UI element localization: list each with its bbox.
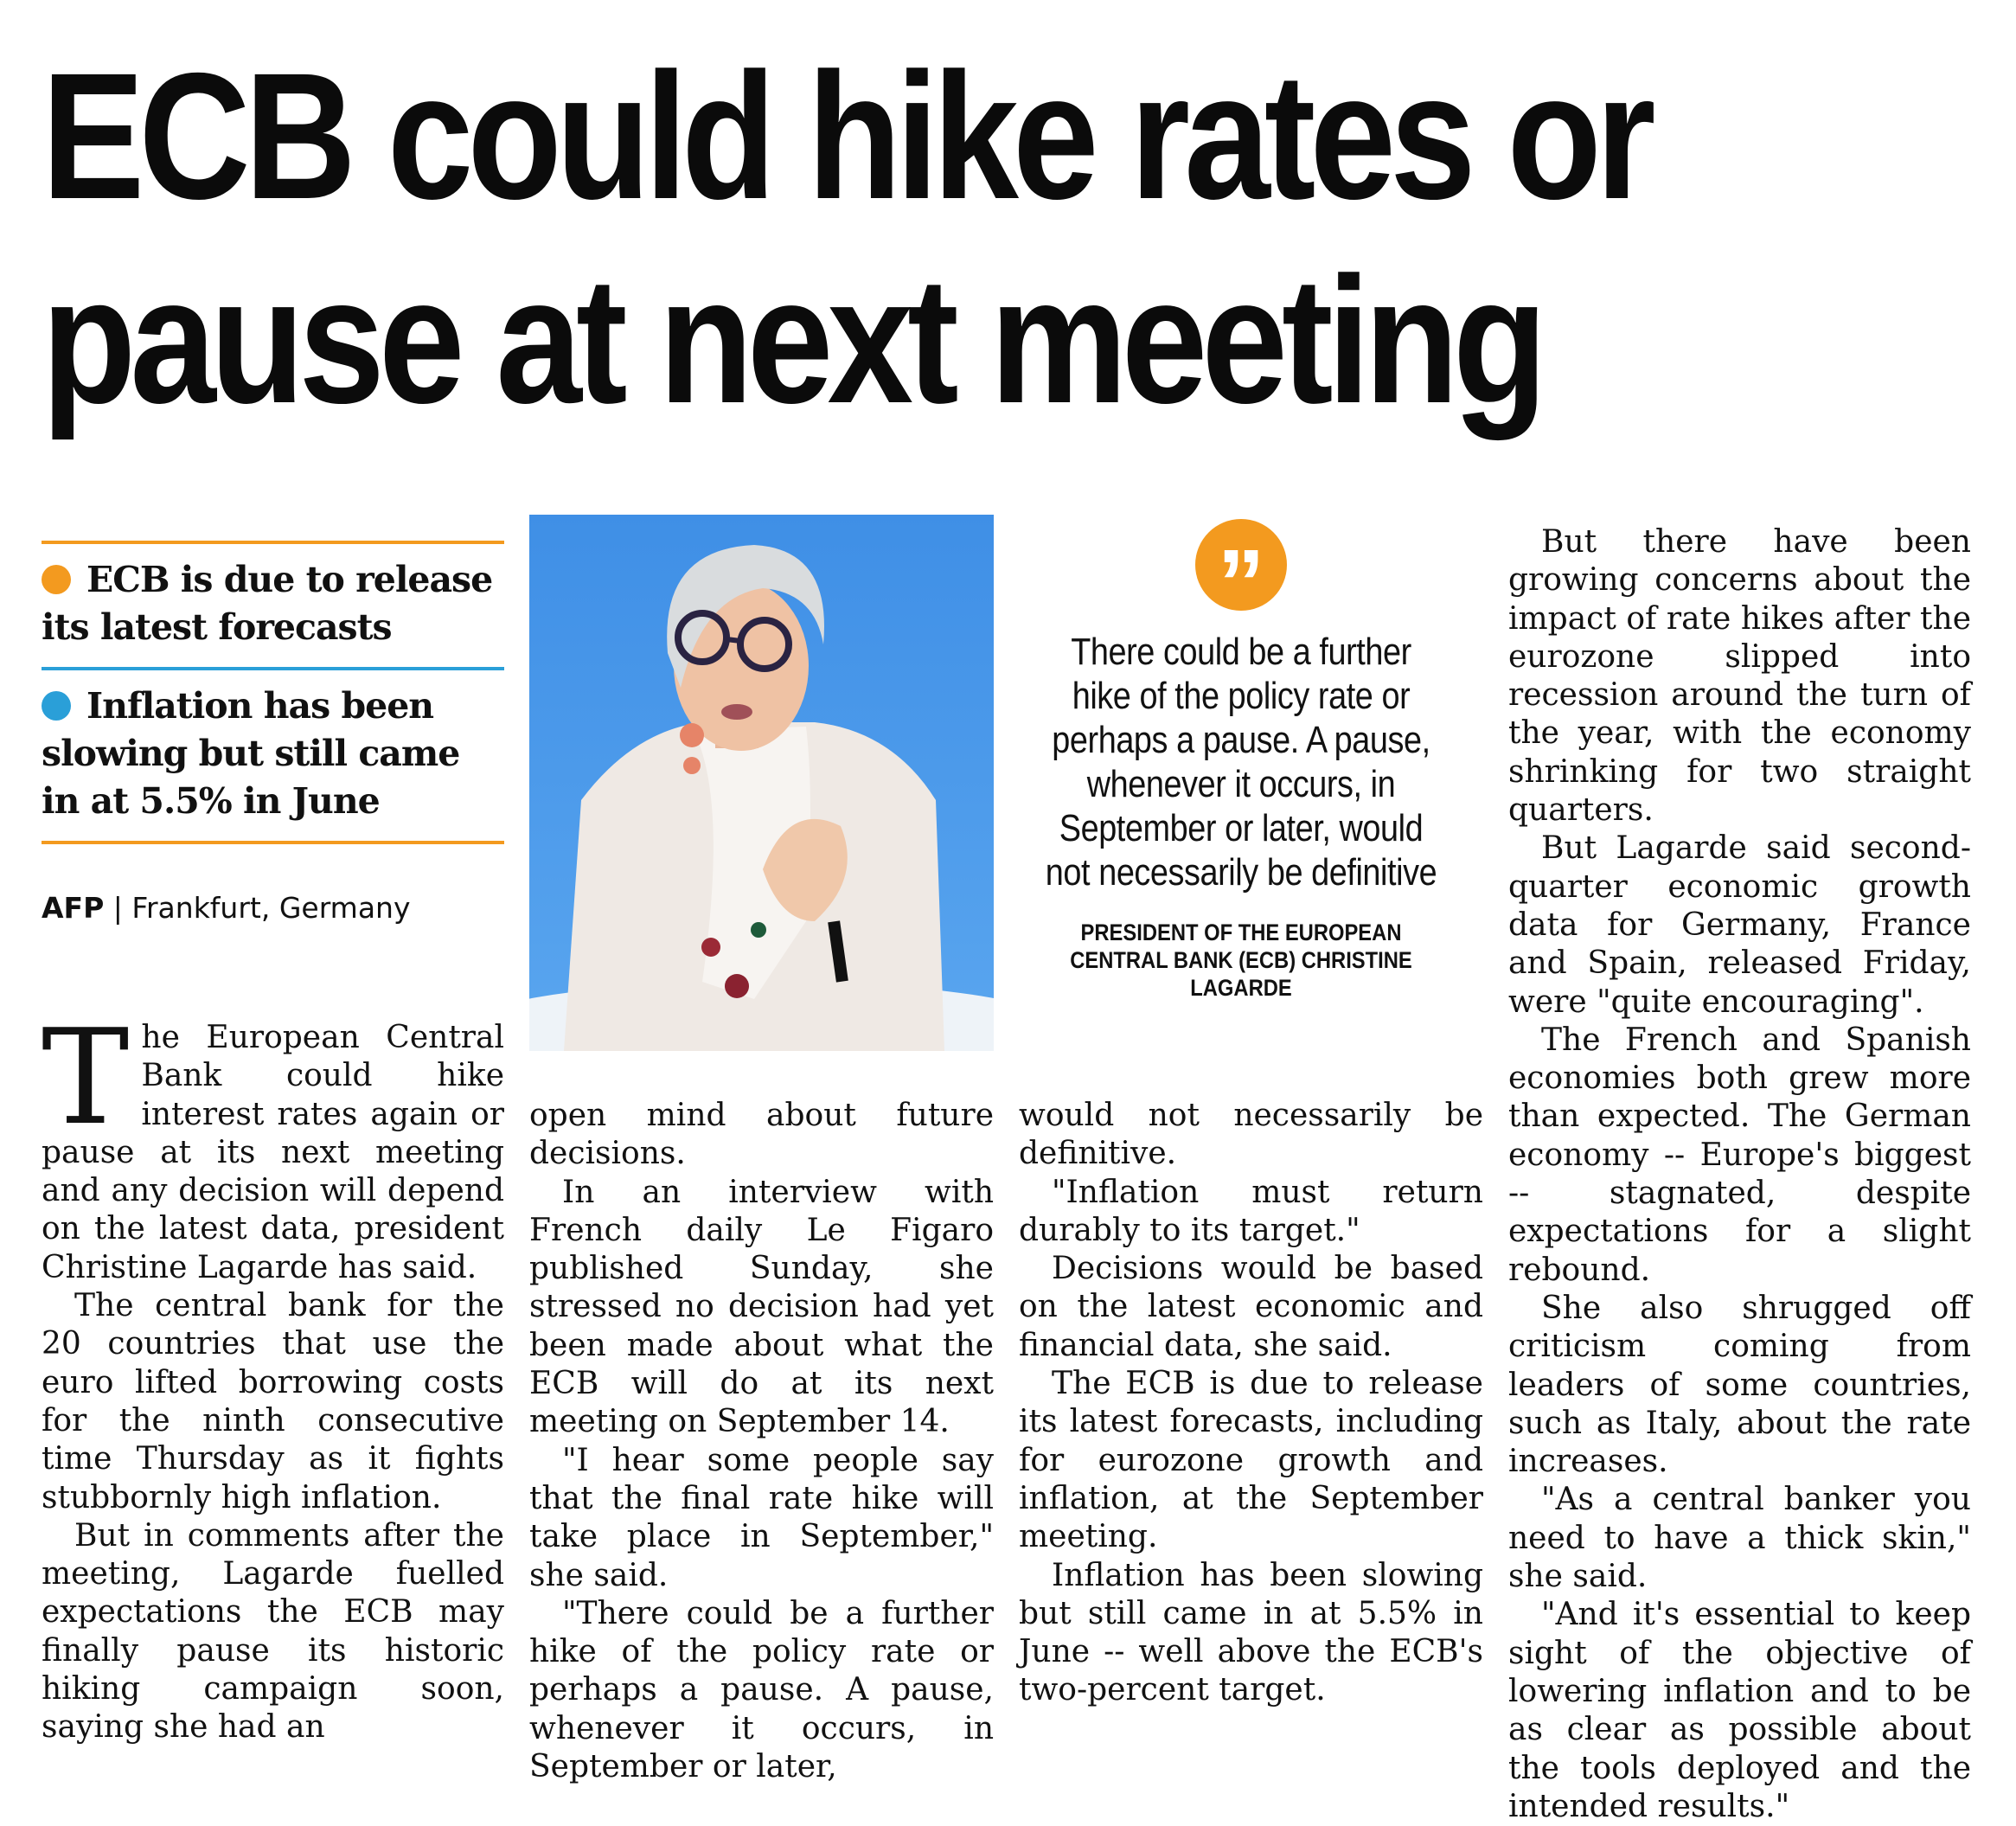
highlight-item (42, 544, 504, 667)
paragraph: But there have been growing concerns about the impact of rate hikes after the eurozone slipped into recession around the turn of the year, with the economy shrinking for two straight quarters. (1508, 524, 1971, 829)
paragraph: "As a central banker you need to have a thick skin," she said. (1508, 1482, 1971, 1595)
paragraph: "And it's essential to keep sight of the objective of lowering inflation and to be as clear as possible about the tools deployed and the intended results." (1508, 1597, 1971, 1824)
article-column-2 (529, 1097, 994, 1786)
article-column-1 (42, 1001, 504, 1747)
headline (42, 35, 1707, 443)
article-column-4 (1508, 523, 1971, 1826)
paragraph: But Lagarde said second-quarter economic growth data for Germany, France and Spain, released Friday, were "quite encouraging". (1508, 830, 1971, 1020)
orange-rule (42, 841, 504, 844)
paragraph: "I hear some people say that the final rate hike will take place in September," she said. (529, 1442, 994, 1593)
article-column-3 (1019, 1097, 1483, 1710)
paragraph: But in comments after the meeting, Lagarde fuelled expectations the ECB may finally pause its historic hiking campaign soon, saying she had an (42, 1517, 504, 1746)
paragraph: Inflation has been slowing but still came in at 5.5% in June -- well above the ECB's two-percent target. (1019, 1557, 1483, 1708)
dateline-place: Frankfurt, Germany (131, 891, 411, 925)
dateline (42, 891, 411, 925)
paragraph: She also shrugged off criticism coming from leaders of some countries, such as Italy, about the rate increases. (1508, 1290, 1971, 1480)
paragraph: The French and Spanish economies both grew more than expected. The German economy -- Europe's biggest -- stagnated, despite expectations for a slight rebound. (1508, 1022, 1971, 1288)
paragraph: In an interview with French daily Le Figaro published Sunday, she stressed no decision had yet been made about what the ECB will do at its next meeting on September 14. (529, 1174, 994, 1440)
pull-quote (1012, 519, 1470, 1002)
highlight-text: ECB is due to release its latest forecasts (42, 559, 493, 648)
paragraph: "There could be a further hike of the policy rate or perhaps a pause. A pause, whenever it occurs, in September or later, (529, 1595, 994, 1785)
paragraph: he European Central Bank could hike interest rates again or pause at its next meeting and any decision will depend on the latest data, president Christine Lagarde has said. (42, 1020, 504, 1285)
headline-line-1: ECB could hike rates or (42, 36, 1650, 237)
highlight-text: Inflation has been slowing but still came in at 5.5% in June (42, 685, 460, 822)
paragraph: The ECB is due to release its latest forecasts, including for eurozone growth and inflation, at the September meeting. (1019, 1366, 1483, 1555)
paragraph: The central bank for the 20 countries that use the euro lifted borrowing costs for the ninth consecutive time Thursday as it fights stubbornly high inflation. (42, 1288, 504, 1515)
paragraph: "Inflation must return durably to its target." (1019, 1174, 1483, 1248)
highlight-item (42, 670, 504, 841)
quote-mark-icon: ” (1195, 519, 1287, 611)
headline-line-2: pause at next meeting (42, 240, 1542, 441)
blue-bullet-icon (42, 691, 71, 721)
quote-attribution: PRESIDENT OF THE EUROPEAN CENTRAL BANK (ECB) CHRISTINE LAGARDE (1070, 919, 1412, 1001)
highlights-box (42, 541, 504, 844)
paragraph: open mind about future decisions. (529, 1098, 994, 1172)
paragraph: Decisions would be based on the latest economic and financial data, she said. (1019, 1251, 1483, 1363)
paragraph: would not necessarily be definitive. (1019, 1098, 1483, 1172)
quote-text: There could be a further hike of the policy rate or perhaps a pause. A pause, whenever it occurs, in September or later, would not necessarily be definitive (1045, 631, 1437, 894)
dateline-separator: | (112, 891, 123, 925)
orange-bullet-icon (42, 565, 71, 594)
agency: AFP (42, 891, 105, 925)
lagarde-photo (529, 515, 994, 1051)
drop-cap: T (42, 1001, 130, 1154)
